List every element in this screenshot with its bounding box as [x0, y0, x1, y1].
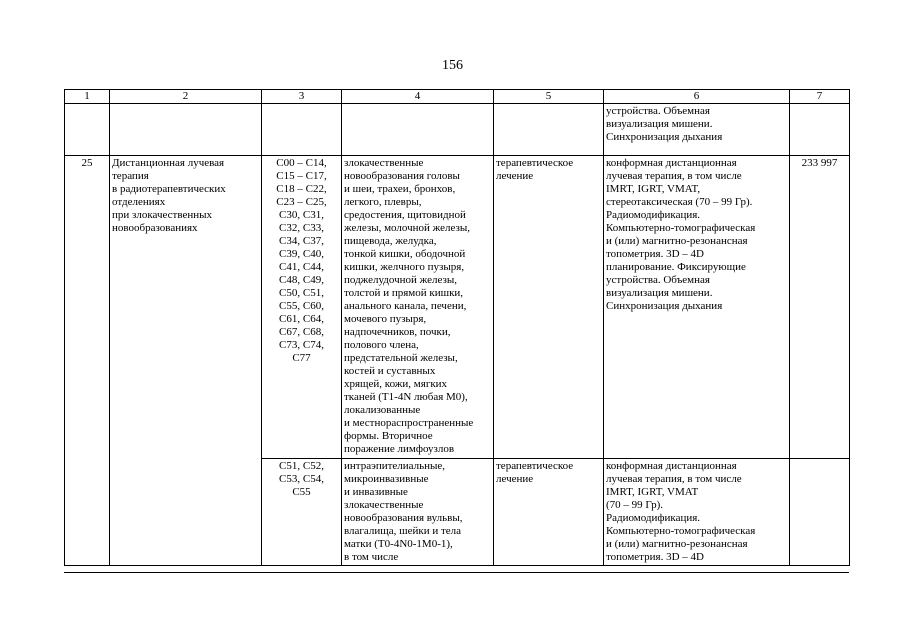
- column-number: 6: [604, 90, 790, 104]
- empty-cell: [262, 104, 342, 156]
- empty-cell: [790, 104, 850, 156]
- empty-cell: [65, 104, 110, 156]
- row-number-cell: 25: [65, 156, 110, 566]
- empty-cell: [110, 104, 262, 156]
- method-cell: конформная дистанционная лучевая терапия, в том числе IMRT, IGRT, VMAT (70 – 99 Гр). Радиомодификация. Компьютерно-томографическая и (или) магнитно-резонансная топометрия. 3D – 4D: [604, 459, 790, 566]
- icd-codes-cell: C51, C52, C53, C54, C55: [262, 459, 342, 566]
- page-bottom-rule: [64, 572, 849, 573]
- diagnosis-cell: интраэпителиальные, микроинвазивные и инвазивные злокачественные новообразования вульвы, влагалища, шейки и тела матки (T0-4N0-1M0-1), в том числе: [342, 459, 494, 566]
- treatment-table: [64, 89, 850, 566]
- cost-cell: 233 997: [790, 156, 850, 459]
- column-number: 3: [262, 90, 342, 104]
- empty-cell: [790, 459, 850, 566]
- column-number: 4: [342, 90, 494, 104]
- column-number-row: [65, 90, 850, 104]
- page-number: 156: [442, 58, 463, 73]
- continuation-row: [65, 104, 850, 156]
- diagnosis-cell: злокачественные новообразования головы и шеи, трахеи, бронхов, легкого, плевры, средостения, щитовидной железы, молочной железы, пищевода, желудка, тонкой кишки, ободочной кишки, желчного пузыря, поджелудочной железы, толстой и прямой кишки, анального канала, печени, мочевого пузыря, надпочечников, почки, полового члена, предстательной железы, костей и суставных хрящей, кожи, мягких тканей (T1-4N любая M0), локализованные и местнораспространенные формы. Вторичное поражение лимфоузлов: [342, 156, 494, 459]
- care-type-cell: Дистанционная лучевая терапия в радиотерапевтических отделениях при злокачественных новообразованиях: [110, 156, 262, 566]
- column-number: 1: [65, 90, 110, 104]
- table-row: [65, 156, 850, 459]
- treatment-type-cell: терапевтическое лечение: [494, 156, 604, 459]
- empty-cell: [342, 104, 494, 156]
- column-number: 7: [790, 90, 850, 104]
- column-number: 5: [494, 90, 604, 104]
- icd-codes-cell: C00 – C14, C15 – C17, C18 – C22, C23 – C25, C30, C31, C32, C33, C34, C37, C39, C40, C41, C44, C48, C49, C50, C51, C55, C60, C61, C64, C67, C68, C73, C74, C77: [262, 156, 342, 459]
- empty-cell: [494, 104, 604, 156]
- method-cell: конформная дистанционная лучевая терапия, в том числе IMRT, IGRT, VMAT, стереотаксическая (70 – 99 Гр). Радиомодификация. Компьютерно-томографическая и (или) магнитно-резонансная топометрия. 3D – 4D планирование. Фиксирующие устройства. Объемная визуализация мишени. Синхронизация дыхания: [604, 156, 790, 459]
- method-cell: устройства. Объемная визуализация мишени. Синхронизация дыхания: [604, 104, 790, 156]
- treatment-type-cell: терапевтическое лечение: [494, 459, 604, 566]
- column-number: 2: [110, 90, 262, 104]
